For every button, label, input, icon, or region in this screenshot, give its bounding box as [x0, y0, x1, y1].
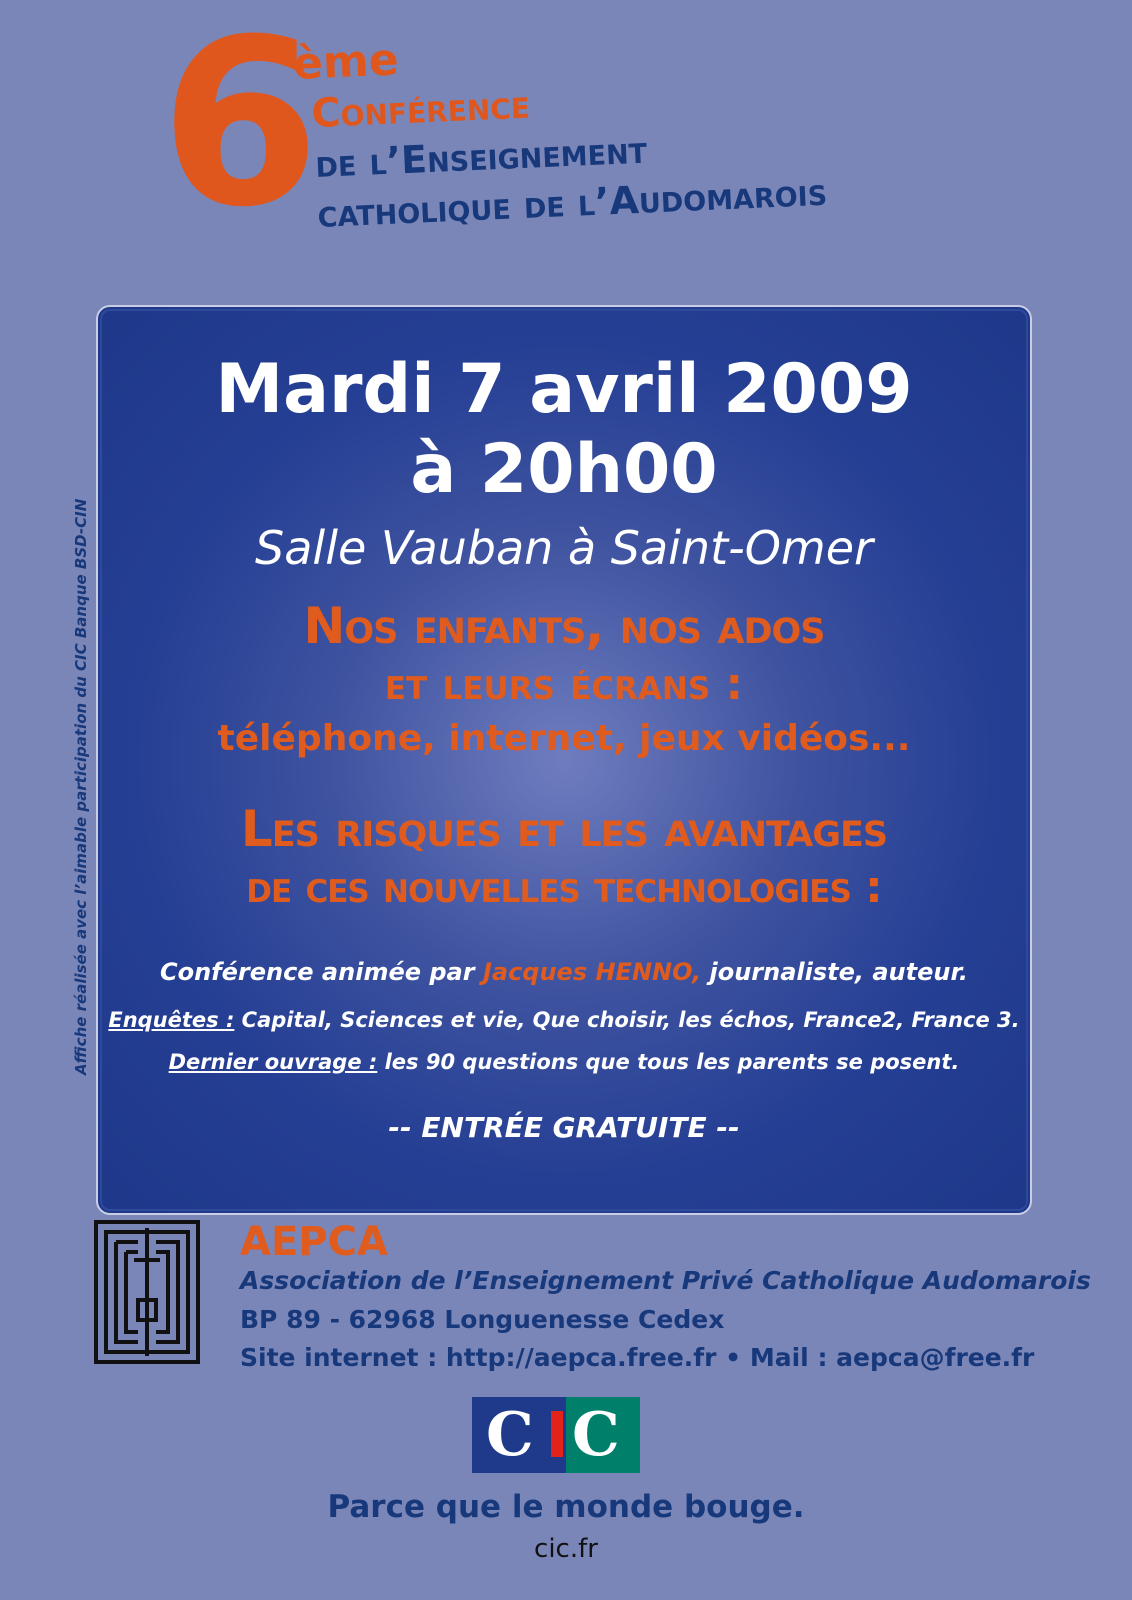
title-line-enseignement: de l’Enseignement — [314, 127, 648, 186]
cic-logo-left: C — [486, 1400, 534, 1470]
enquetes-text: Capital, Sciences et vie, Que choisir, les échos, France2, France 3. — [234, 1008, 1020, 1032]
ouvrage-line — [96, 1047, 1032, 1077]
topic-line-1: Nos enfants, nos ados — [303, 597, 825, 655]
topic-line-3: téléphone, internet, jeux vidéos... — [217, 718, 911, 759]
edition-suffix: ème — [291, 34, 400, 90]
aepca-full-name: Association de l’Enseignement Privé Catholique Audomarois — [240, 1266, 1091, 1295]
risks-line-1: Les risques et les avantages — [240, 800, 888, 858]
event-time: à 20h00 — [410, 430, 718, 509]
conference-title — [290, 17, 828, 240]
event-date: Mardi 7 avril 2009 — [215, 350, 913, 429]
free-entry: -- ENTRÉE GRATUITE -- — [388, 1111, 740, 1144]
title-line-conference: Conférence — [310, 81, 531, 138]
edition-number: 6 — [160, 0, 313, 258]
speaker-prefix: Conférence animée par — [159, 958, 483, 986]
topic-line-2: et leurs écrans : — [384, 659, 744, 710]
risks-line-2: de ces nouvelles technologies : — [246, 862, 882, 913]
aepca-logo-icon — [94, 1220, 200, 1364]
cic-logo-right: C — [572, 1400, 620, 1470]
title-line-audomarois: catholique de l’Audomarois — [316, 169, 828, 236]
ouvrage-label: Dernier ouvrage : — [168, 1050, 378, 1074]
sponsor-slogan: Parce que le monde bouge. — [327, 1489, 805, 1525]
speaker-line — [96, 956, 1032, 988]
speaker-name: Jacques HENNO, — [482, 958, 702, 986]
sponsor-site: cic.fr — [534, 1534, 598, 1564]
enquetes-label: Enquêtes : — [108, 1008, 235, 1032]
sponsor-side-note: Affiche réalisée avec l’aimable participation du CIC Banque BSD-CIN — [72, 498, 90, 1075]
aepca-contact: Site internet : http://aepca.free.fr • Mail : aepca@free.fr — [240, 1343, 1035, 1372]
aepca-title: AEPCA — [240, 1219, 388, 1265]
ouvrage-text: les 90 questions que tous les parents se posent. — [377, 1050, 960, 1074]
speaker-suffix: journaliste, auteur. — [701, 958, 969, 986]
cic-logo — [472, 1397, 640, 1473]
event-venue: Salle Vauban à Saint-Omer — [255, 521, 873, 575]
aepca-address: BP 89 - 62968 Longuenesse Cedex — [240, 1305, 725, 1334]
enquetes-line — [96, 1005, 1032, 1035]
